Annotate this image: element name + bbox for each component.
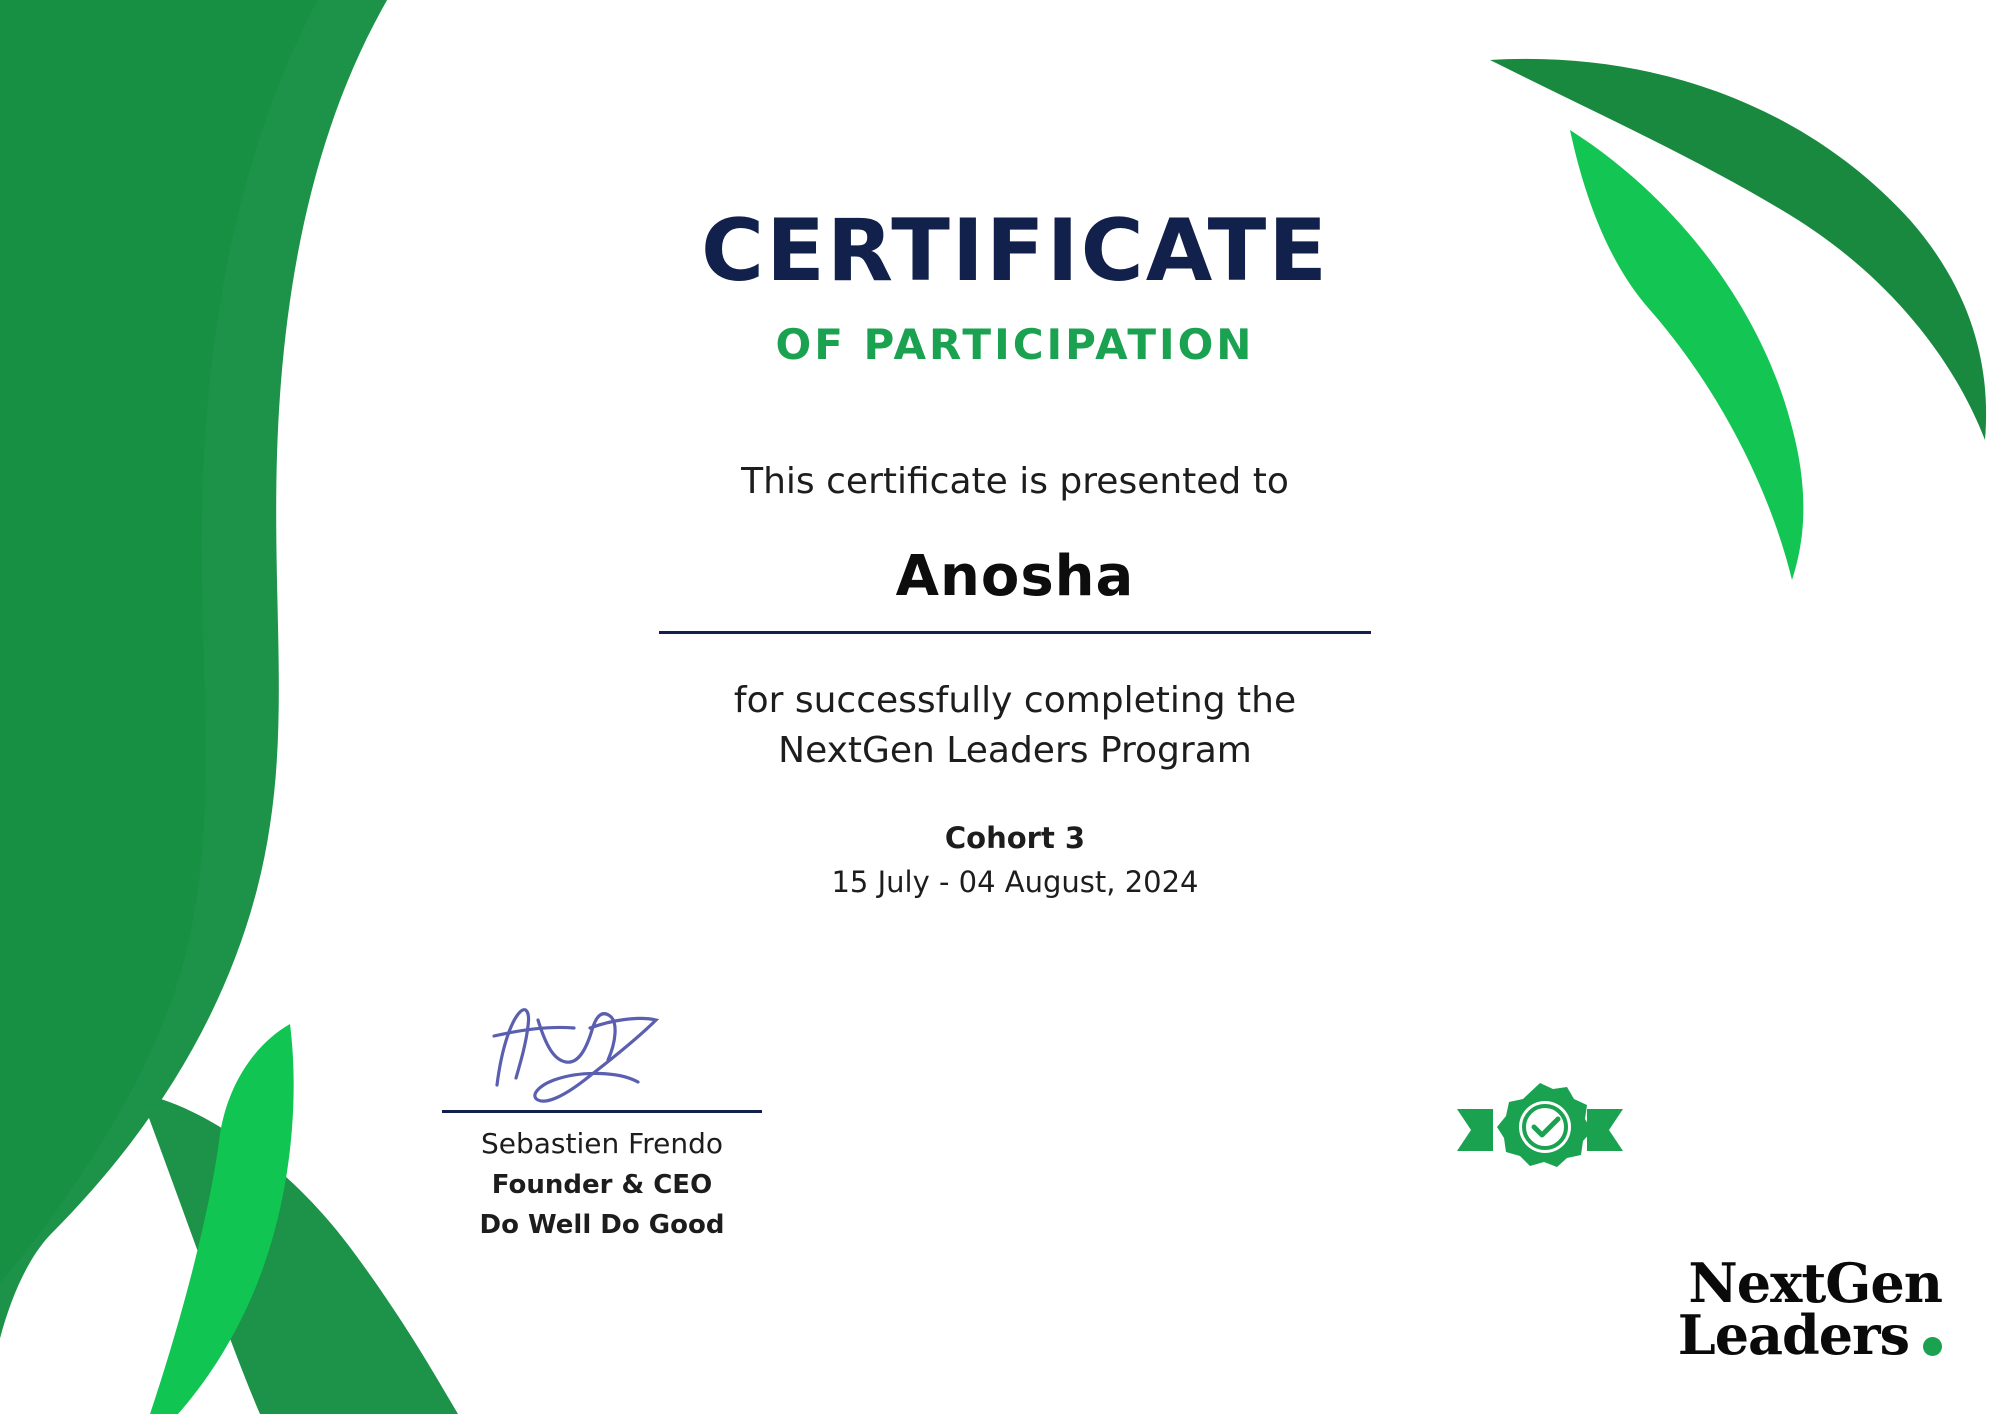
recipient-underline — [659, 631, 1371, 634]
certificate-subtitle: OF PARTICIPATION — [775, 320, 1255, 369]
green-swoosh-decoration-icon — [0, 0, 460, 1414]
signature-block — [437, 990, 767, 1240]
logo-dot-icon — [1923, 1337, 1942, 1356]
handwritten-signature-icon — [437, 990, 767, 1110]
program-dates: 15 July - 04 August, 2024 — [831, 865, 1199, 900]
nextgen-leaders-logo — [1677, 1251, 1942, 1368]
page-title: CERTIFICATE — [700, 201, 1330, 301]
cohort-label: Cohort 3 — [944, 821, 1086, 856]
signature-underline — [442, 1110, 762, 1113]
logo-line-1: NextGen — [1688, 1251, 1942, 1316]
completion-reason-line2: NextGen Leaders Program — [778, 729, 1252, 771]
recipient-block — [430, 544, 1600, 634]
logo-line-2: Leaders — [1677, 1303, 1909, 1368]
signer-name: Sebastien Frendo — [481, 1127, 723, 1160]
presented-to-label: This certificate is presented to — [741, 461, 1289, 502]
signer-role: Founder & CEO — [491, 1170, 713, 1200]
completion-reason — [430, 676, 1600, 775]
logo-line-2-row — [1677, 1303, 1942, 1368]
verified-seal-icon — [1455, 1075, 1625, 1185]
completion-reason-line1: for successfully completing the — [733, 680, 1297, 721]
recipient-name: Anosha — [895, 544, 1135, 609]
signer-organization: Do Well Do Good — [479, 1210, 725, 1240]
